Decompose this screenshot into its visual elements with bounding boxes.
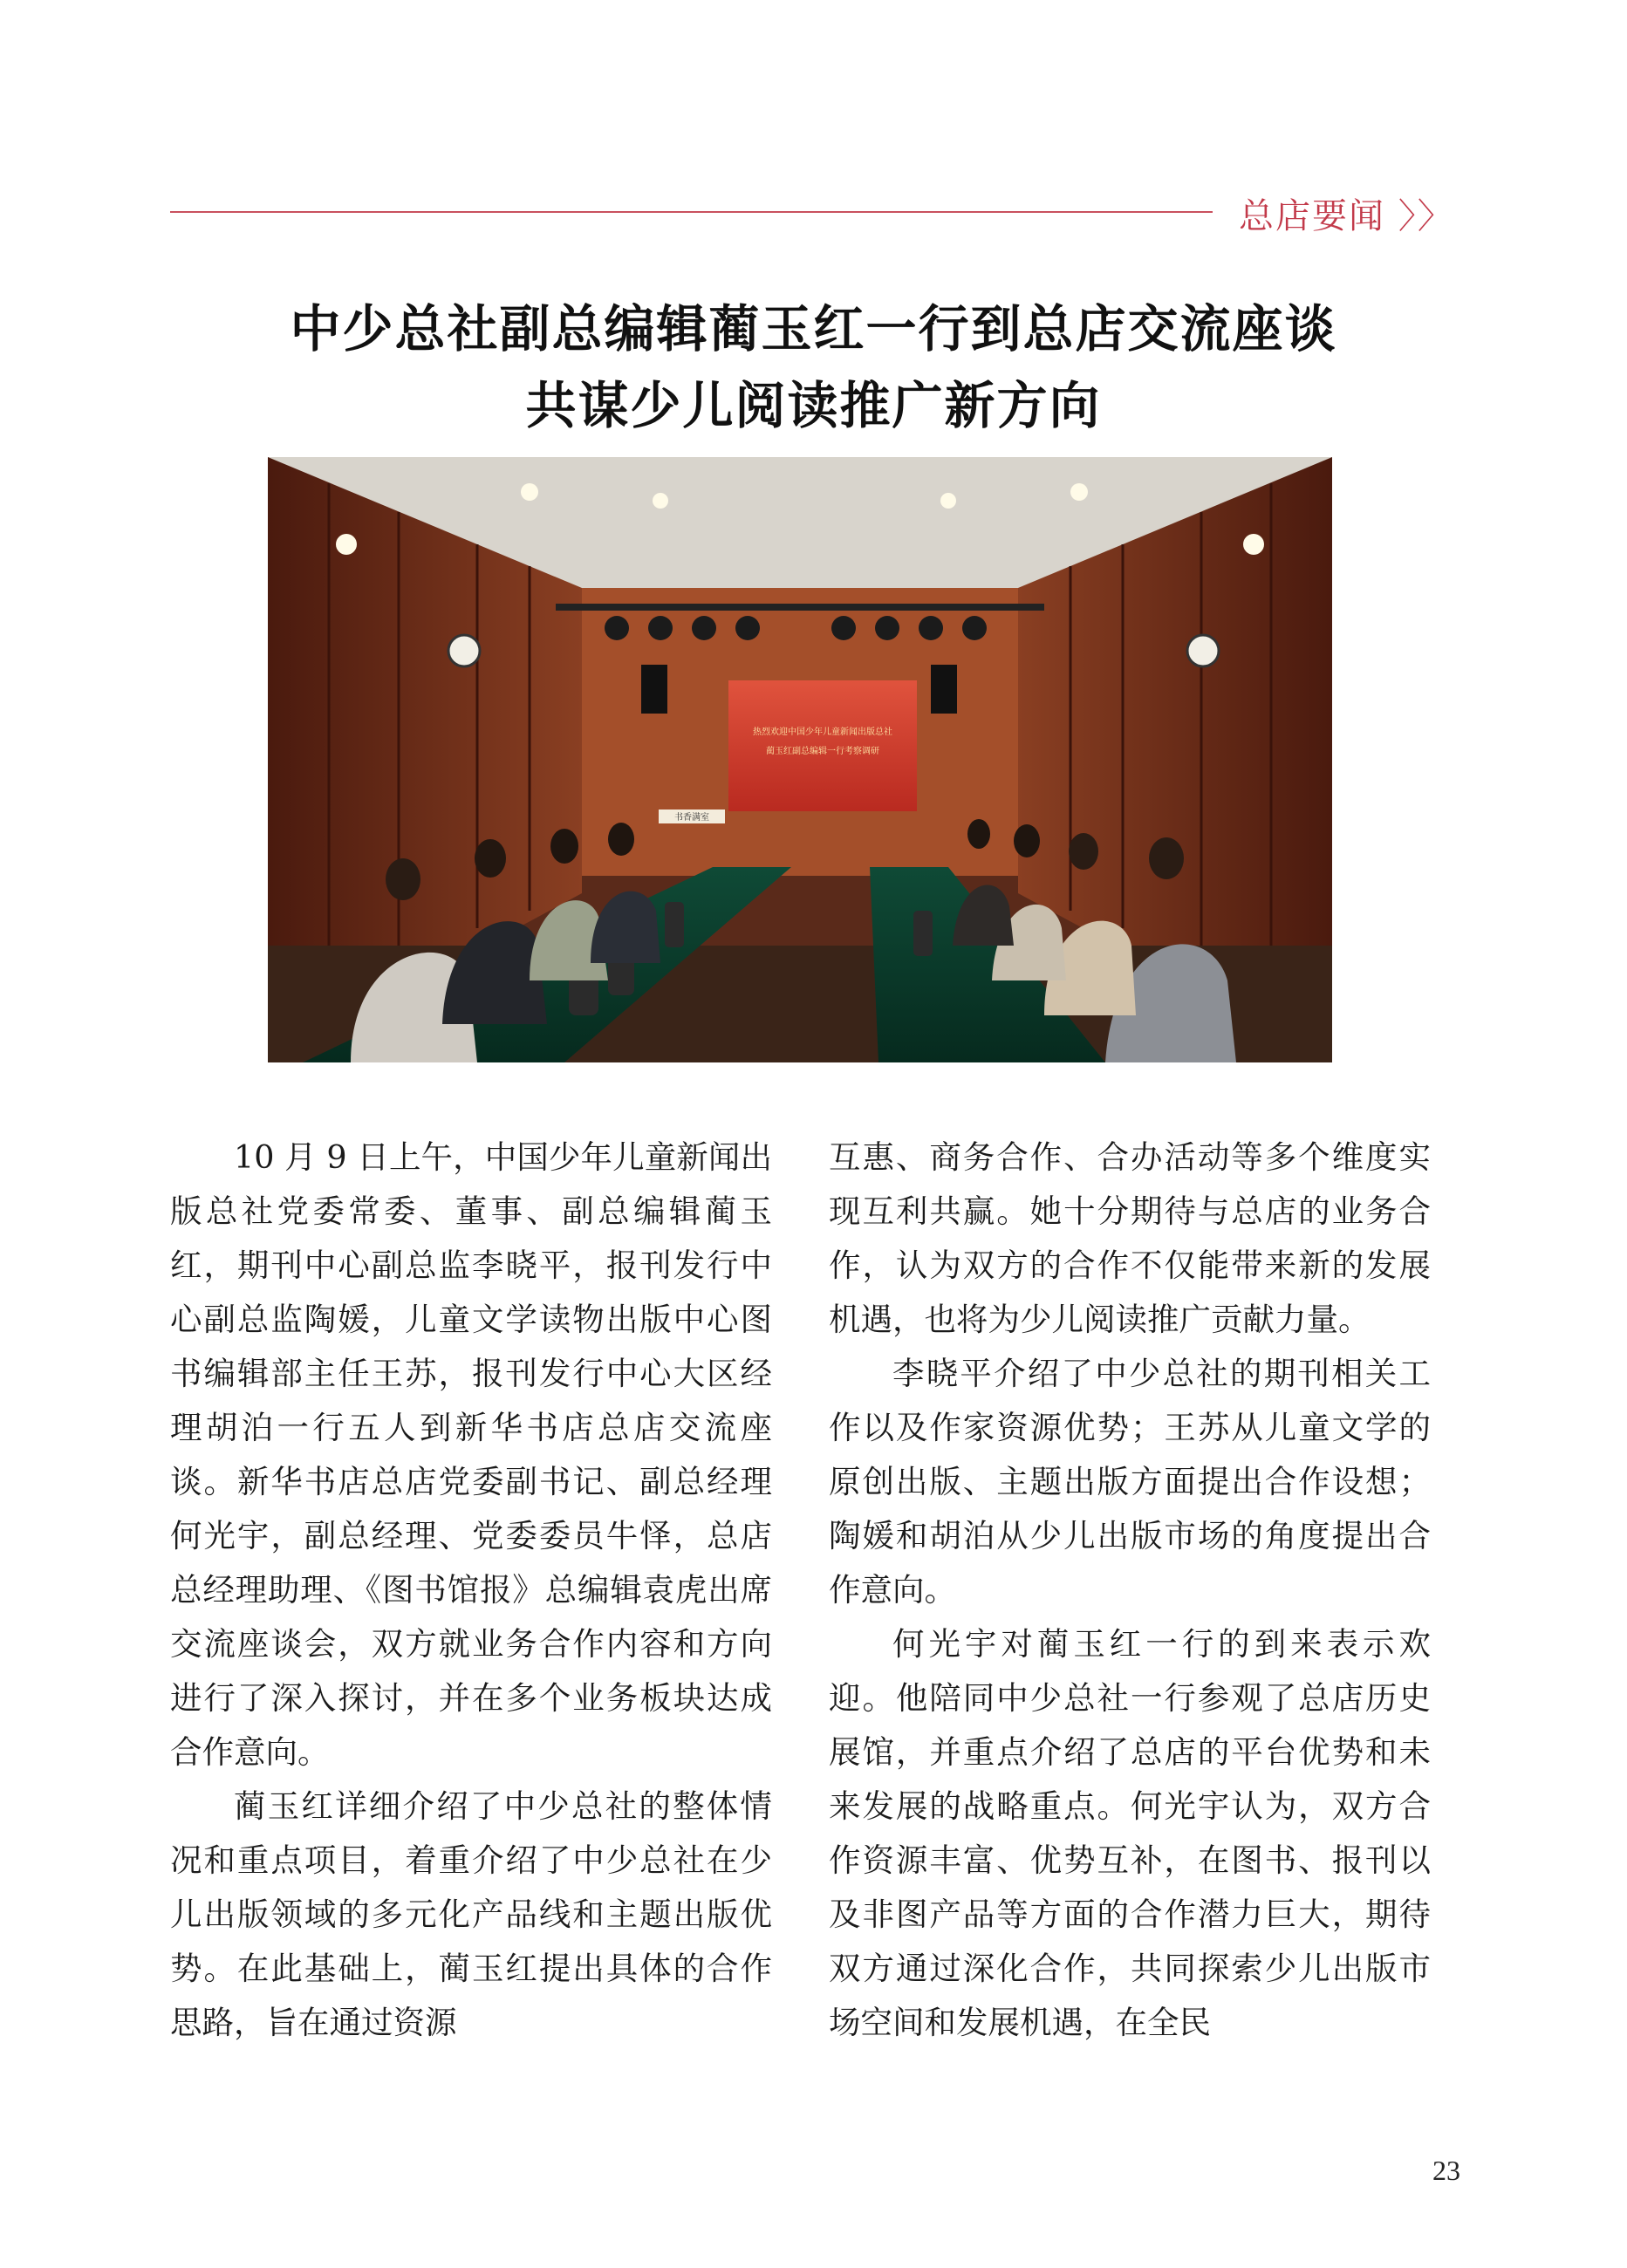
speaker-right (931, 665, 957, 714)
banner-line1: 热烈欢迎中国少年儿童新闻出版总社 (753, 728, 892, 737)
banner-line2: 蔺玉红副总编辑一行考察调研 (766, 747, 879, 756)
article-title-line2: 共谋少儿阅读推广新方向 (525, 376, 1102, 435)
wall-scroll-text: 书香满室 (674, 813, 709, 823)
speaker-left (641, 665, 667, 714)
paragraph-2: 蔺玉红详细介绍了中少总社的整体情况和重点项目，着重介绍了中少总社在少儿出版领域的多元化产品线和主题出版优势。在此基础上，蔺玉红提出具体的合作思路，旨在通过资源 (170, 1787, 772, 2041)
meeting-photo (268, 457, 1332, 1062)
paragraph-1: 10 月 9 日上午，中国少年儿童新闻出版总社党委常委、董事、副总编辑蔺玉红，期刊中心副总监李晓平，报刊发行中心副总监陶媛，儿童文学读物出版中心图书编辑部主任王苏，报刊发行中心大区经理胡泊一行五人到新华书店总店交流座谈。新华书店总店党委副书记、副总经理何光宇，副总经理、党委委员牛怿，总店总经理助理、《图书馆报》总编辑袁虎出席交流座谈会，双方就业务合作内容和方向进行了深入探讨，并在多个业务板块达成合作意向。 (170, 1138, 772, 1771)
article-column-left (170, 1131, 772, 2050)
paragraph-2-continued: 互惠、商务合作、合办活动等多个维度实现互利共赢。她十分期待与总店的业务合作，认为双方的合作不仅能带来新的发展机遇，也将为少儿阅读推广贡献力量。 (829, 1138, 1431, 1338)
page-number: 23 (1432, 2155, 1460, 2186)
header-rule (170, 211, 1213, 213)
paragraph-4: 何光宇对蔺玉红一行的到来表示欢迎。他陪同中少总社一行参观了总店历史展馆，并重点介绍了总店的平台优势和未来发展的战略重点。何光宇认为，双方合作资源丰富、优势互补，在图书、报刊以及非图产品等方面的合作潜力巨大，期待双方通过深化合作，共同探索少儿出版市场空间和发展机遇，在全民 (829, 1625, 1431, 2041)
article-title-line1: 中少总社副总编辑蔺玉红一行到总店交流座谈 (290, 299, 1337, 359)
light-truss (556, 604, 1044, 611)
section-label: 总店要闻 〉〉 (1239, 196, 1454, 236)
clock-left-icon (448, 635, 480, 666)
projection-screen (728, 680, 917, 811)
clock-right-icon (1187, 635, 1219, 666)
paragraph-3: 李晓平介绍了中少总社的期刊相关工作以及作家资源优势；王苏从儿童文学的原创出版、主题出版方面提出合作设想；陶媛和胡泊从少儿出版市场的角度提出合作意向。 (829, 1355, 1431, 1609)
article-column-right (829, 1131, 1431, 2050)
